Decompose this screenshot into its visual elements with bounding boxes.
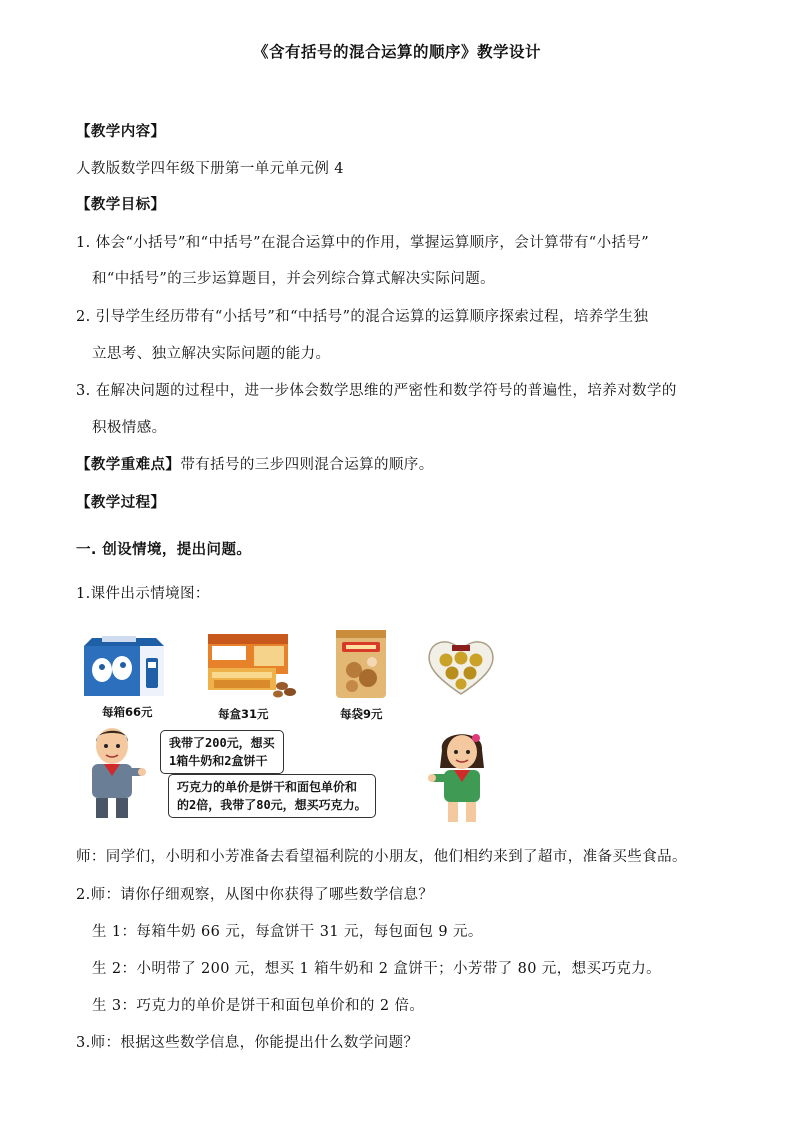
- bubble-1-line-1: 我带了200元，想买: [169, 736, 275, 750]
- teacher-line-3: 3.师：根据这些数学信息，你能提出什么数学问题？: [76, 1035, 419, 1051]
- speech-bubble-xiaofang: [168, 774, 376, 818]
- student-2-answer: 生 2：小明带了 200 元，想买 1 箱牛奶和 2 盒饼干；小芳带了 80 元，想买巧克力。: [92, 961, 662, 977]
- bread-bag-image: [332, 628, 390, 700]
- situation-illustration: [78, 624, 518, 824]
- teacher-line-1: 师：同学们，小明和小芳准备去看望福利院的小朋友，他们相约来到了超市，准备买些食品。: [76, 849, 687, 865]
- goal-1-line-2: 和“中括号”的三步运算题目，并会列综合算式解决实际问题。: [92, 271, 496, 287]
- heading-keypoint: 【教学重难点】: [76, 457, 181, 473]
- goal-2-line-1: 2. 引导学生经历带有“小括号”和“中括号”的混合运算的运算顺序探索过程，培养学生独: [76, 309, 649, 325]
- goal-3-line-2: 积极情感。: [92, 420, 167, 436]
- bubble-2-line-1: 巧克力的单价是饼干和面包单价和: [177, 780, 358, 794]
- milk-box-image: [82, 632, 166, 698]
- price-cookie: 每盒31元: [218, 707, 269, 721]
- keypoint-line: [76, 453, 434, 474]
- teacher-line-2: 2.师：请你仔细观察，从图中你获得了哪些数学信息？: [76, 887, 434, 903]
- step-1-heading: 一. 创设情境，提出问题。: [76, 542, 252, 558]
- girl-xiaofang-figure: [428, 728, 498, 824]
- price-milk: 每箱66元: [102, 705, 153, 719]
- document-title: 《含有括号的混合运算的顺序》教学设计: [252, 43, 541, 61]
- step-1-item-1: 1.课件出示情境图：: [76, 586, 210, 602]
- goal-2-line-2: 立思考、独立解决实际问题的能力。: [92, 346, 331, 362]
- price-bread: 每袋9元: [340, 707, 383, 721]
- goal-3-line-1: 3. 在解决问题的过程中，进一步体会数学思维的严密性和数学符号的普遍性，培养对数学的: [76, 383, 677, 399]
- keypoint-text: 带有括号的三步四则混合运算的顺序。: [180, 457, 434, 473]
- heading-content: 【教学内容】: [76, 124, 166, 140]
- content-text: 人教版数学四年级下册第一单元单元例 4: [76, 161, 344, 177]
- goal-1-line-1: 1. 体会“小括号”和“中括号”在混合运算中的作用，掌握运算顺序，会计算带有“小括号”: [76, 235, 650, 251]
- speech-bubble-xiaoming: [160, 730, 284, 774]
- cookie-box-image: [202, 628, 298, 700]
- boy-xiaoming-figure: [82, 724, 146, 820]
- student-3-answer: 生 3：巧克力的单价是饼干和面包单价和的 2 倍。: [92, 998, 425, 1014]
- student-1-answer: 生 1：每箱牛奶 66 元，每盒饼干 31 元，每包面包 9 元。: [92, 924, 483, 940]
- bubble-2-line-2: 的2倍，我带了80元，想买巧克力。: [177, 798, 367, 812]
- chocolate-box-image: [424, 636, 498, 696]
- bubble-1-line-2: 1箱牛奶和2盒饼干: [169, 754, 268, 768]
- heading-process: 【教学过程】: [76, 495, 166, 511]
- heading-goals: 【教学目标】: [76, 197, 166, 213]
